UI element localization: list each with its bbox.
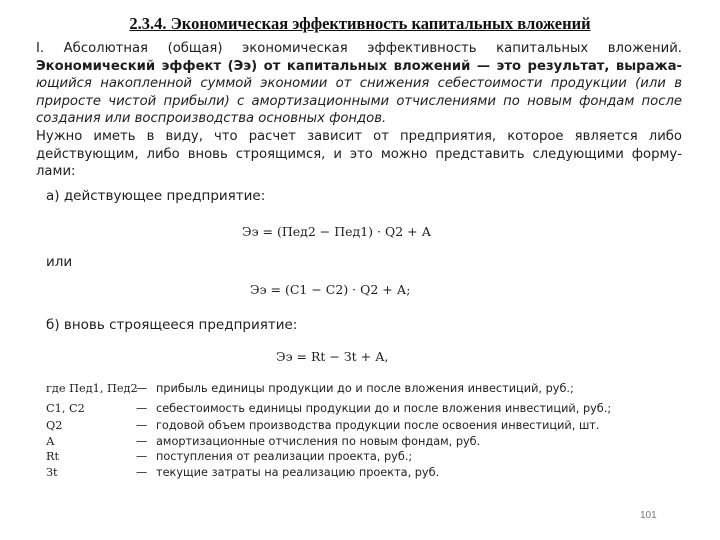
scan-line-italic: приросте чистой прибыли) с амортизационными отчислениями по новым фондам после (36, 93, 682, 109)
formula-existing-2: Ээ = (С1 − С2) · Q2 + А; (250, 282, 411, 297)
page-number: 101 (640, 510, 657, 521)
scan-line (36, 110, 682, 128)
legend-symbol: Rt (46, 450, 60, 463)
legend-symbol: А (46, 435, 55, 448)
scan-line: действующим, либо вновь строящимся, и это можно представить следующими форму- (36, 146, 682, 162)
scan-line-italic: ющийся накопленной суммой экономии от снижения себестоимости продукции (или в (36, 76, 682, 92)
scan-line (36, 93, 682, 111)
scan-line: I. Абсолютная (общая) экономическая эффективность капитальных вложений. (36, 41, 682, 56)
legend-dash: — (136, 402, 148, 415)
legend-text: амортизационные отчисления по новым фондам, руб. (156, 435, 481, 448)
legend-symbol: Зt (46, 466, 58, 479)
legend-symbol: где Пед1, Пед2 (46, 382, 138, 395)
legend-dash: — (136, 382, 148, 395)
legend-symbol: Q2 (46, 419, 63, 432)
scan-line: Нужно иметь в виду, что расчет зависит от предприятия, которое является либо (36, 128, 682, 144)
scan-line-italic: создания или воспроизводства основных фондов. (36, 111, 387, 127)
legend-dash: — (136, 450, 148, 463)
legend-dash: — (136, 466, 148, 479)
legend-text: поступления от реализации проекта, руб.; (156, 450, 413, 463)
scan-line (36, 75, 682, 93)
formula-new: Ээ = Rt − Зt + А, (276, 349, 389, 364)
subheading-new-enterprise: б) вновь строящееся предприятие: (46, 317, 298, 333)
legend-text: себестоимость единицы продукции до и после вложения инвестиций, руб.; (156, 402, 612, 415)
conjunction-or: или (46, 254, 73, 270)
scan-line (36, 58, 682, 76)
scan-line-bold: Экономический эффект (Ээ) от капитальных вложений — это результат, выража- (36, 58, 682, 74)
legend-text: текущие затраты на реализацию проекта, руб. (156, 466, 440, 479)
subheading-existing-enterprise: а) действующее предприятие: (46, 188, 266, 204)
legend-text: годовой объем производства продукции после освоения инвестиций, шт. (156, 419, 600, 432)
legend-dash: — (136, 419, 148, 432)
scan-line: лами: (36, 164, 76, 180)
slide-title: 2.3.4. Экономическая эффективность капитальных вложений (129, 14, 591, 33)
legend-dash: — (136, 435, 148, 448)
formula-existing-1: Ээ = (Пед2 − Пед1) · Q2 + А (242, 224, 432, 239)
legend-text: прибыль единицы продукции до и после вложения инвестиций, руб.; (156, 382, 574, 395)
scanned-text-block (36, 40, 682, 181)
legend-symbol: С1, С2 (46, 402, 85, 415)
